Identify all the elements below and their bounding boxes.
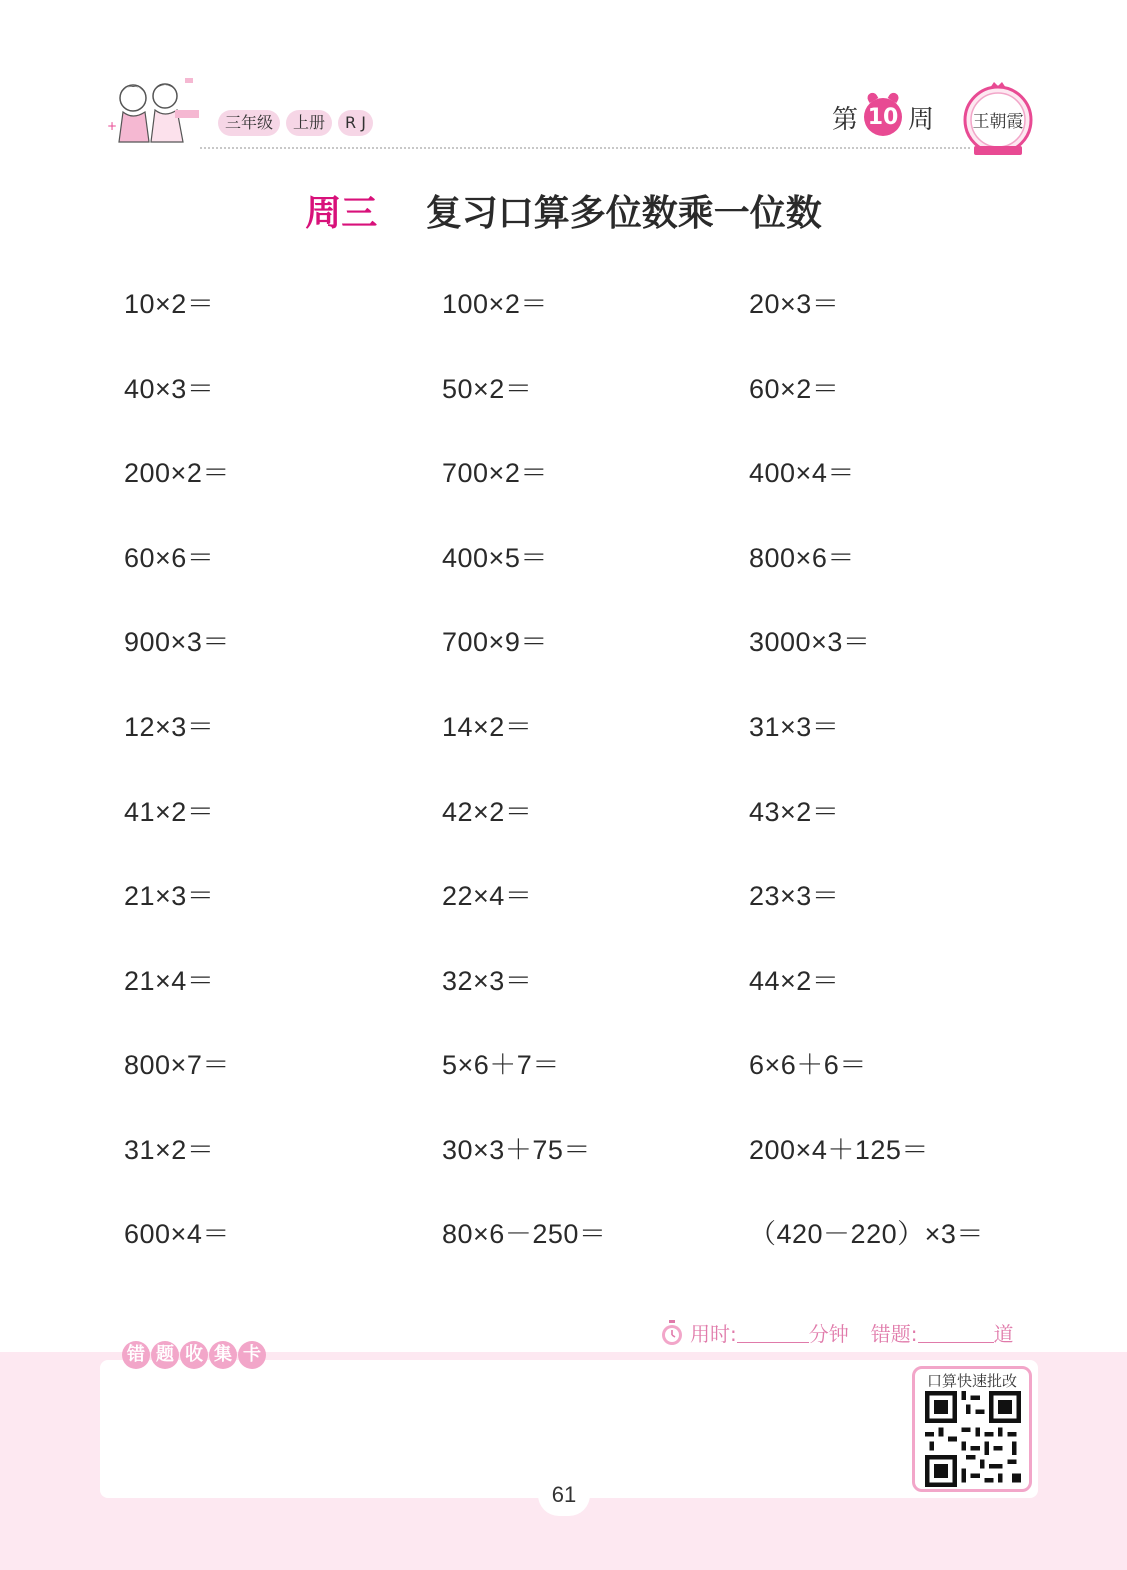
problem: 40×3＝: [124, 374, 215, 404]
errors-blank[interactable]: [918, 1323, 994, 1343]
problem: 12×3＝: [124, 712, 215, 742]
errors-unit: 道: [993, 1322, 1014, 1346]
time-errors-record: [660, 1318, 1014, 1347]
qr-code-box[interactable]: [912, 1366, 1032, 1492]
week-indicator: [832, 98, 934, 136]
problem: 10×2＝: [124, 289, 215, 319]
problem: 900×3＝: [124, 627, 230, 657]
problem: 200×4＋125＝: [749, 1135, 929, 1165]
problem: 22×4＝: [442, 881, 533, 911]
problem: 6×6＋6＝: [749, 1050, 867, 1080]
card-tag-char: 错: [122, 1341, 150, 1369]
problem: 20×3＝: [749, 289, 840, 319]
qr-code-icon: [925, 1391, 1021, 1487]
problem: 400×4＝: [749, 458, 855, 488]
problem: 31×2＝: [124, 1135, 215, 1165]
kids-illustration: [105, 70, 205, 155]
problem: 41×2＝: [124, 797, 215, 827]
errors-label: 错题:: [870, 1322, 918, 1346]
problem: 21×3＝: [124, 881, 215, 911]
week-prefix: 第: [832, 104, 859, 135]
card-tag-char: 卡: [238, 1341, 266, 1369]
problem: 3000×3＝: [749, 627, 871, 657]
problem: 42×2＝: [442, 797, 533, 827]
problem: 50×2＝: [442, 374, 533, 404]
problem: 60×2＝: [749, 374, 840, 404]
volume-pill: 上册: [286, 110, 332, 136]
time-label: 用时:: [690, 1322, 737, 1346]
problem: 60×6＝: [124, 543, 215, 573]
card-tag-char: 题: [151, 1341, 179, 1369]
problem: 23×3＝: [749, 881, 840, 911]
header-divider: [200, 147, 970, 149]
title-topic: 复习口算多位数乘一位数: [425, 193, 822, 234]
page-title: [0, 185, 1127, 236]
problem: 400×5＝: [442, 543, 548, 573]
problem: 32×3＝: [442, 966, 533, 996]
brand-logo-text: 王朝霞: [972, 112, 1024, 132]
mistake-card-tag: [122, 1341, 266, 1369]
problem: 43×2＝: [749, 797, 840, 827]
problem: 800×7＝: [124, 1050, 230, 1080]
grade-pills: [218, 110, 373, 136]
problem: 31×3＝: [749, 712, 840, 742]
page-number: 61: [538, 1474, 590, 1516]
week-suffix: 周: [908, 104, 935, 135]
problem: 44×2＝: [749, 966, 840, 996]
time-unit: 分钟: [808, 1322, 849, 1346]
brand-logo: [960, 80, 1036, 160]
problem: 100×2＝: [442, 289, 548, 319]
problem: 21×4＝: [124, 966, 215, 996]
time-blank[interactable]: [737, 1323, 809, 1343]
problem: 14×2＝: [442, 712, 533, 742]
grade-pill: 三年级: [218, 110, 280, 136]
title-day: 周三: [305, 193, 378, 234]
problem: （420－220）×3＝: [749, 1219, 984, 1249]
problem: 800×6＝: [749, 543, 855, 573]
card-tag-char: 集: [209, 1341, 237, 1369]
problem: 80×6－250＝: [442, 1219, 607, 1249]
qr-label: 口算快速批改: [926, 1372, 1017, 1390]
problem: 5×6＋7＝: [442, 1050, 560, 1080]
svg-text:+: +: [107, 119, 118, 133]
problem: 200×2＝: [124, 458, 230, 488]
problem: 700×9＝: [442, 627, 548, 657]
problem: 700×2＝: [442, 458, 548, 488]
week-number-badge: 10: [864, 98, 902, 136]
problem: 600×4＝: [124, 1219, 230, 1249]
edition-pill: R J: [338, 110, 373, 136]
card-tag-char: 收: [180, 1341, 208, 1369]
stopwatch-icon: [660, 1320, 684, 1346]
page-header: [0, 0, 1127, 170]
problem: 30×3＋75＝: [442, 1135, 591, 1165]
